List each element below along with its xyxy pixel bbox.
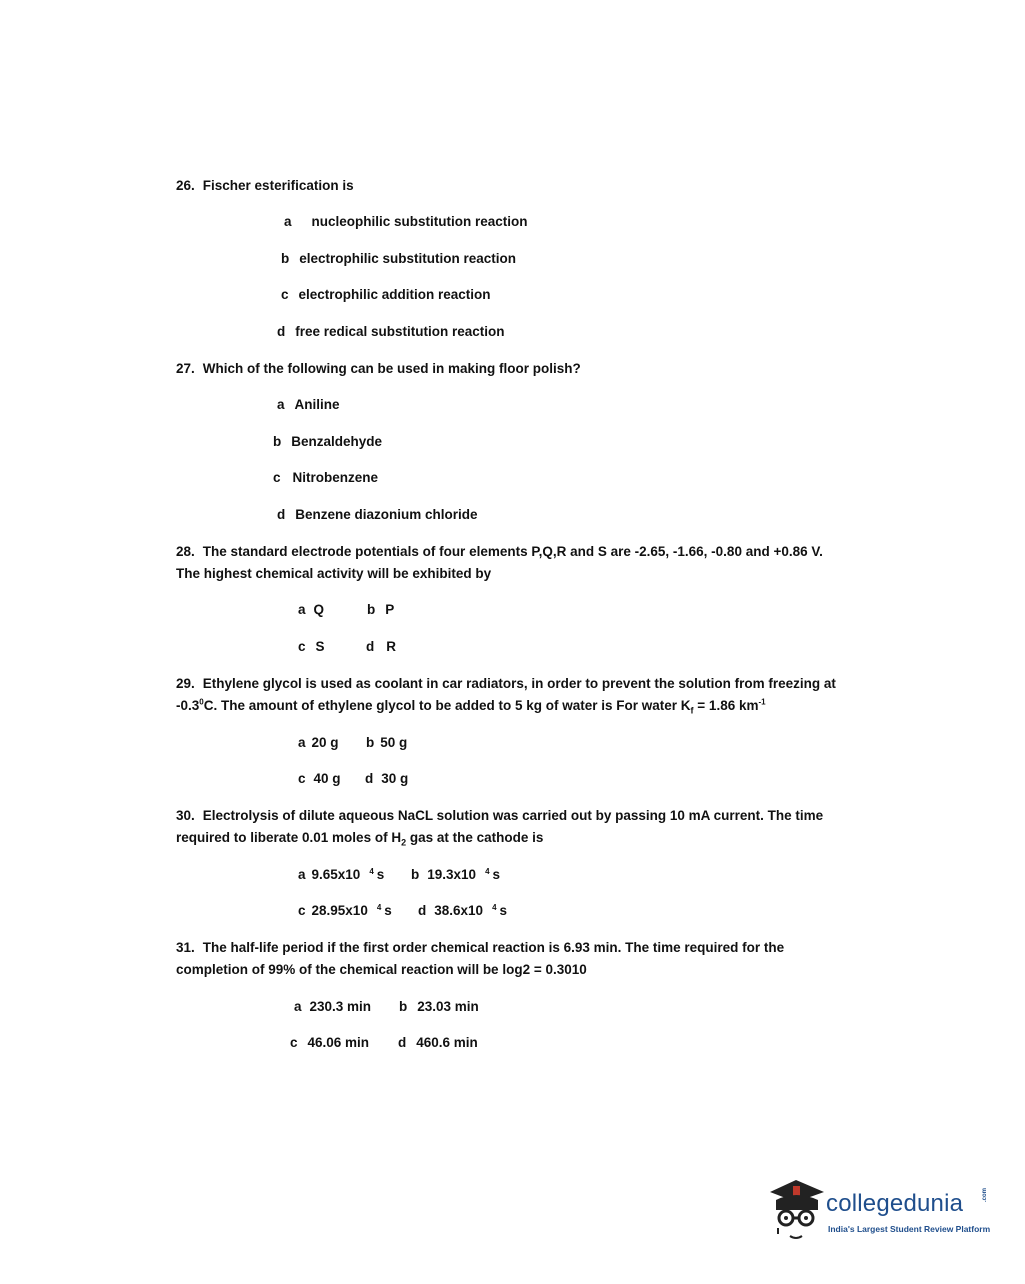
option-letter: d: [365, 771, 374, 786]
option-28a: [298, 601, 324, 619]
option-text: P: [385, 602, 395, 617]
unit: s: [376, 867, 385, 882]
option-letter: d: [277, 324, 286, 339]
temp-value: -0.3: [176, 698, 200, 713]
question-28-line2: The highest chemical activity will be exhibited by: [176, 566, 492, 581]
option-letter: d: [418, 903, 427, 918]
option-29d: [365, 770, 408, 788]
option-31a: [294, 998, 371, 1016]
option-text: Aniline: [294, 397, 340, 412]
option-30a: [298, 866, 384, 884]
brand-suffix: .com: [982, 1187, 988, 1202]
question-number: 30.: [176, 808, 195, 823]
option-letter: c: [273, 470, 281, 485]
option-28c: [298, 638, 325, 656]
unit-superscript: -1: [758, 697, 766, 707]
mascot-icon: [766, 1176, 828, 1248]
option-letter: d: [366, 639, 375, 654]
exponent: 4: [485, 866, 490, 876]
question-number: 27.: [176, 361, 195, 376]
option-letter: b: [399, 999, 408, 1014]
option-letter: d: [398, 1035, 407, 1050]
option-letter: a: [277, 397, 285, 412]
option-letter: b: [366, 735, 375, 750]
option-30d: [418, 902, 507, 920]
exponent: 4: [492, 902, 497, 912]
exponent: 4: [376, 902, 382, 912]
unit: s: [492, 867, 501, 882]
question-text: The standard electrode potentials of four elements P,Q,R and S are -2.65, -1.66, -0.80 and +0.86 V.: [202, 544, 823, 559]
option-letter: a: [298, 602, 306, 617]
option-text: Q: [313, 602, 325, 617]
h2-subscript: 2: [401, 837, 407, 848]
question-29-line2: [176, 697, 766, 715]
option-text: Benzaldehyde: [291, 434, 383, 449]
option-text: 230.3 min: [309, 999, 372, 1014]
question-number: 26.: [176, 178, 195, 193]
brand-name: collegedunia: [826, 1190, 964, 1217]
option-text: electrophilic substitution reaction: [299, 251, 517, 266]
option-27d: [277, 506, 478, 524]
question-number: 29.: [176, 676, 195, 691]
option-29b: [366, 734, 407, 752]
question-text: Fischer esterification is: [202, 178, 354, 193]
option-text: 30 g: [381, 771, 409, 786]
option-text: nucleophilic substitution reaction: [311, 214, 528, 229]
question-31-line2: completion of 99% of the chemical reaction will be log2 = 0.3010: [176, 962, 587, 977]
option-31b: [399, 998, 479, 1016]
option-text: 46.06 min: [307, 1035, 370, 1050]
option-letter: a: [298, 735, 306, 750]
option-text: 50 g: [380, 735, 408, 750]
question-31: [176, 939, 784, 957]
option-26c: [281, 286, 491, 304]
option-27b: [273, 433, 382, 451]
option-26d: [277, 323, 505, 341]
option-letter: c: [298, 639, 306, 654]
question-text-end: gas at the cathode is: [406, 830, 544, 845]
question-text-cont: required to liberate 0.01 moles of H: [176, 830, 402, 845]
option-27a: [277, 396, 340, 414]
degree-superscript: 0: [199, 697, 204, 707]
option-text: 19.3x10: [427, 867, 477, 882]
option-27c: [273, 469, 378, 487]
option-text: Benzene diazonium chloride: [295, 507, 478, 522]
option-text: 28.95x10: [311, 903, 368, 918]
option-letter: b: [281, 251, 290, 266]
option-text: 40 g: [313, 771, 341, 786]
option-letter: c: [290, 1035, 298, 1050]
question-text: Electrolysis of dilute aqueous NaCL solution was carried out by passing 10 mA current. The time: [202, 808, 824, 823]
question-28: [176, 543, 823, 561]
option-text: 38.6x10: [434, 903, 484, 918]
option-letter: a: [284, 214, 292, 229]
option-text: 460.6 min: [416, 1035, 478, 1050]
question-number: 28.: [176, 544, 195, 559]
option-31d: [398, 1034, 478, 1052]
option-letter: c: [298, 903, 306, 918]
option-31c: [290, 1034, 369, 1052]
option-30b: [411, 866, 500, 884]
option-text: Nitrobenzene: [292, 470, 379, 485]
option-text: 9.65x10: [311, 867, 361, 882]
collegedunia-logo[interactable]: [766, 1176, 996, 1248]
option-letter: c: [281, 287, 289, 302]
unit: s: [499, 903, 508, 918]
option-text: R: [386, 639, 396, 654]
kf-subscript: f: [690, 705, 694, 716]
option-29c: [298, 770, 341, 788]
question-30-line2: [176, 829, 543, 847]
question-30: [176, 807, 823, 825]
option-text: 20 g: [311, 735, 339, 750]
option-letter: d: [277, 507, 286, 522]
question-text: The half-life period if the first order chemical reaction is 6.93 min. The time required for the: [202, 940, 785, 955]
option-letter: b: [411, 867, 420, 882]
question-text: Which of the following can be used in making floor polish?: [202, 361, 581, 376]
option-text: electrophilic addition reaction: [298, 287, 491, 302]
option-letter: a: [298, 867, 306, 882]
option-letter: b: [273, 434, 282, 449]
question-29: [176, 675, 836, 693]
option-text: 23.03 min: [417, 999, 479, 1014]
option-text: S: [315, 639, 325, 654]
exponent: 4: [369, 866, 374, 876]
question-text: Ethylene glycol is used as coolant in car radiators, in order to prevent the solution from freezing at: [202, 676, 836, 691]
kf-value: = 1.86 km: [693, 698, 759, 713]
option-26a: [284, 213, 528, 231]
brand-tagline: India's Largest Student Review Platform: [828, 1224, 991, 1234]
question-number: 31.: [176, 940, 195, 955]
option-letter: b: [367, 602, 376, 617]
option-letter: a: [294, 999, 302, 1014]
option-30c: [298, 902, 392, 920]
option-28d: [366, 638, 396, 656]
question-26: [176, 177, 354, 195]
unit: s: [384, 903, 392, 918]
option-29a: [298, 734, 339, 752]
question-text-cont: C. The amount of ethylene glycol to be added to 5 kg of water is For water K: [203, 698, 691, 713]
option-text: free redical substitution reaction: [295, 324, 505, 339]
option-letter: c: [298, 771, 306, 786]
option-28b: [367, 601, 394, 619]
question-27: [176, 360, 581, 378]
option-26b: [281, 250, 516, 268]
